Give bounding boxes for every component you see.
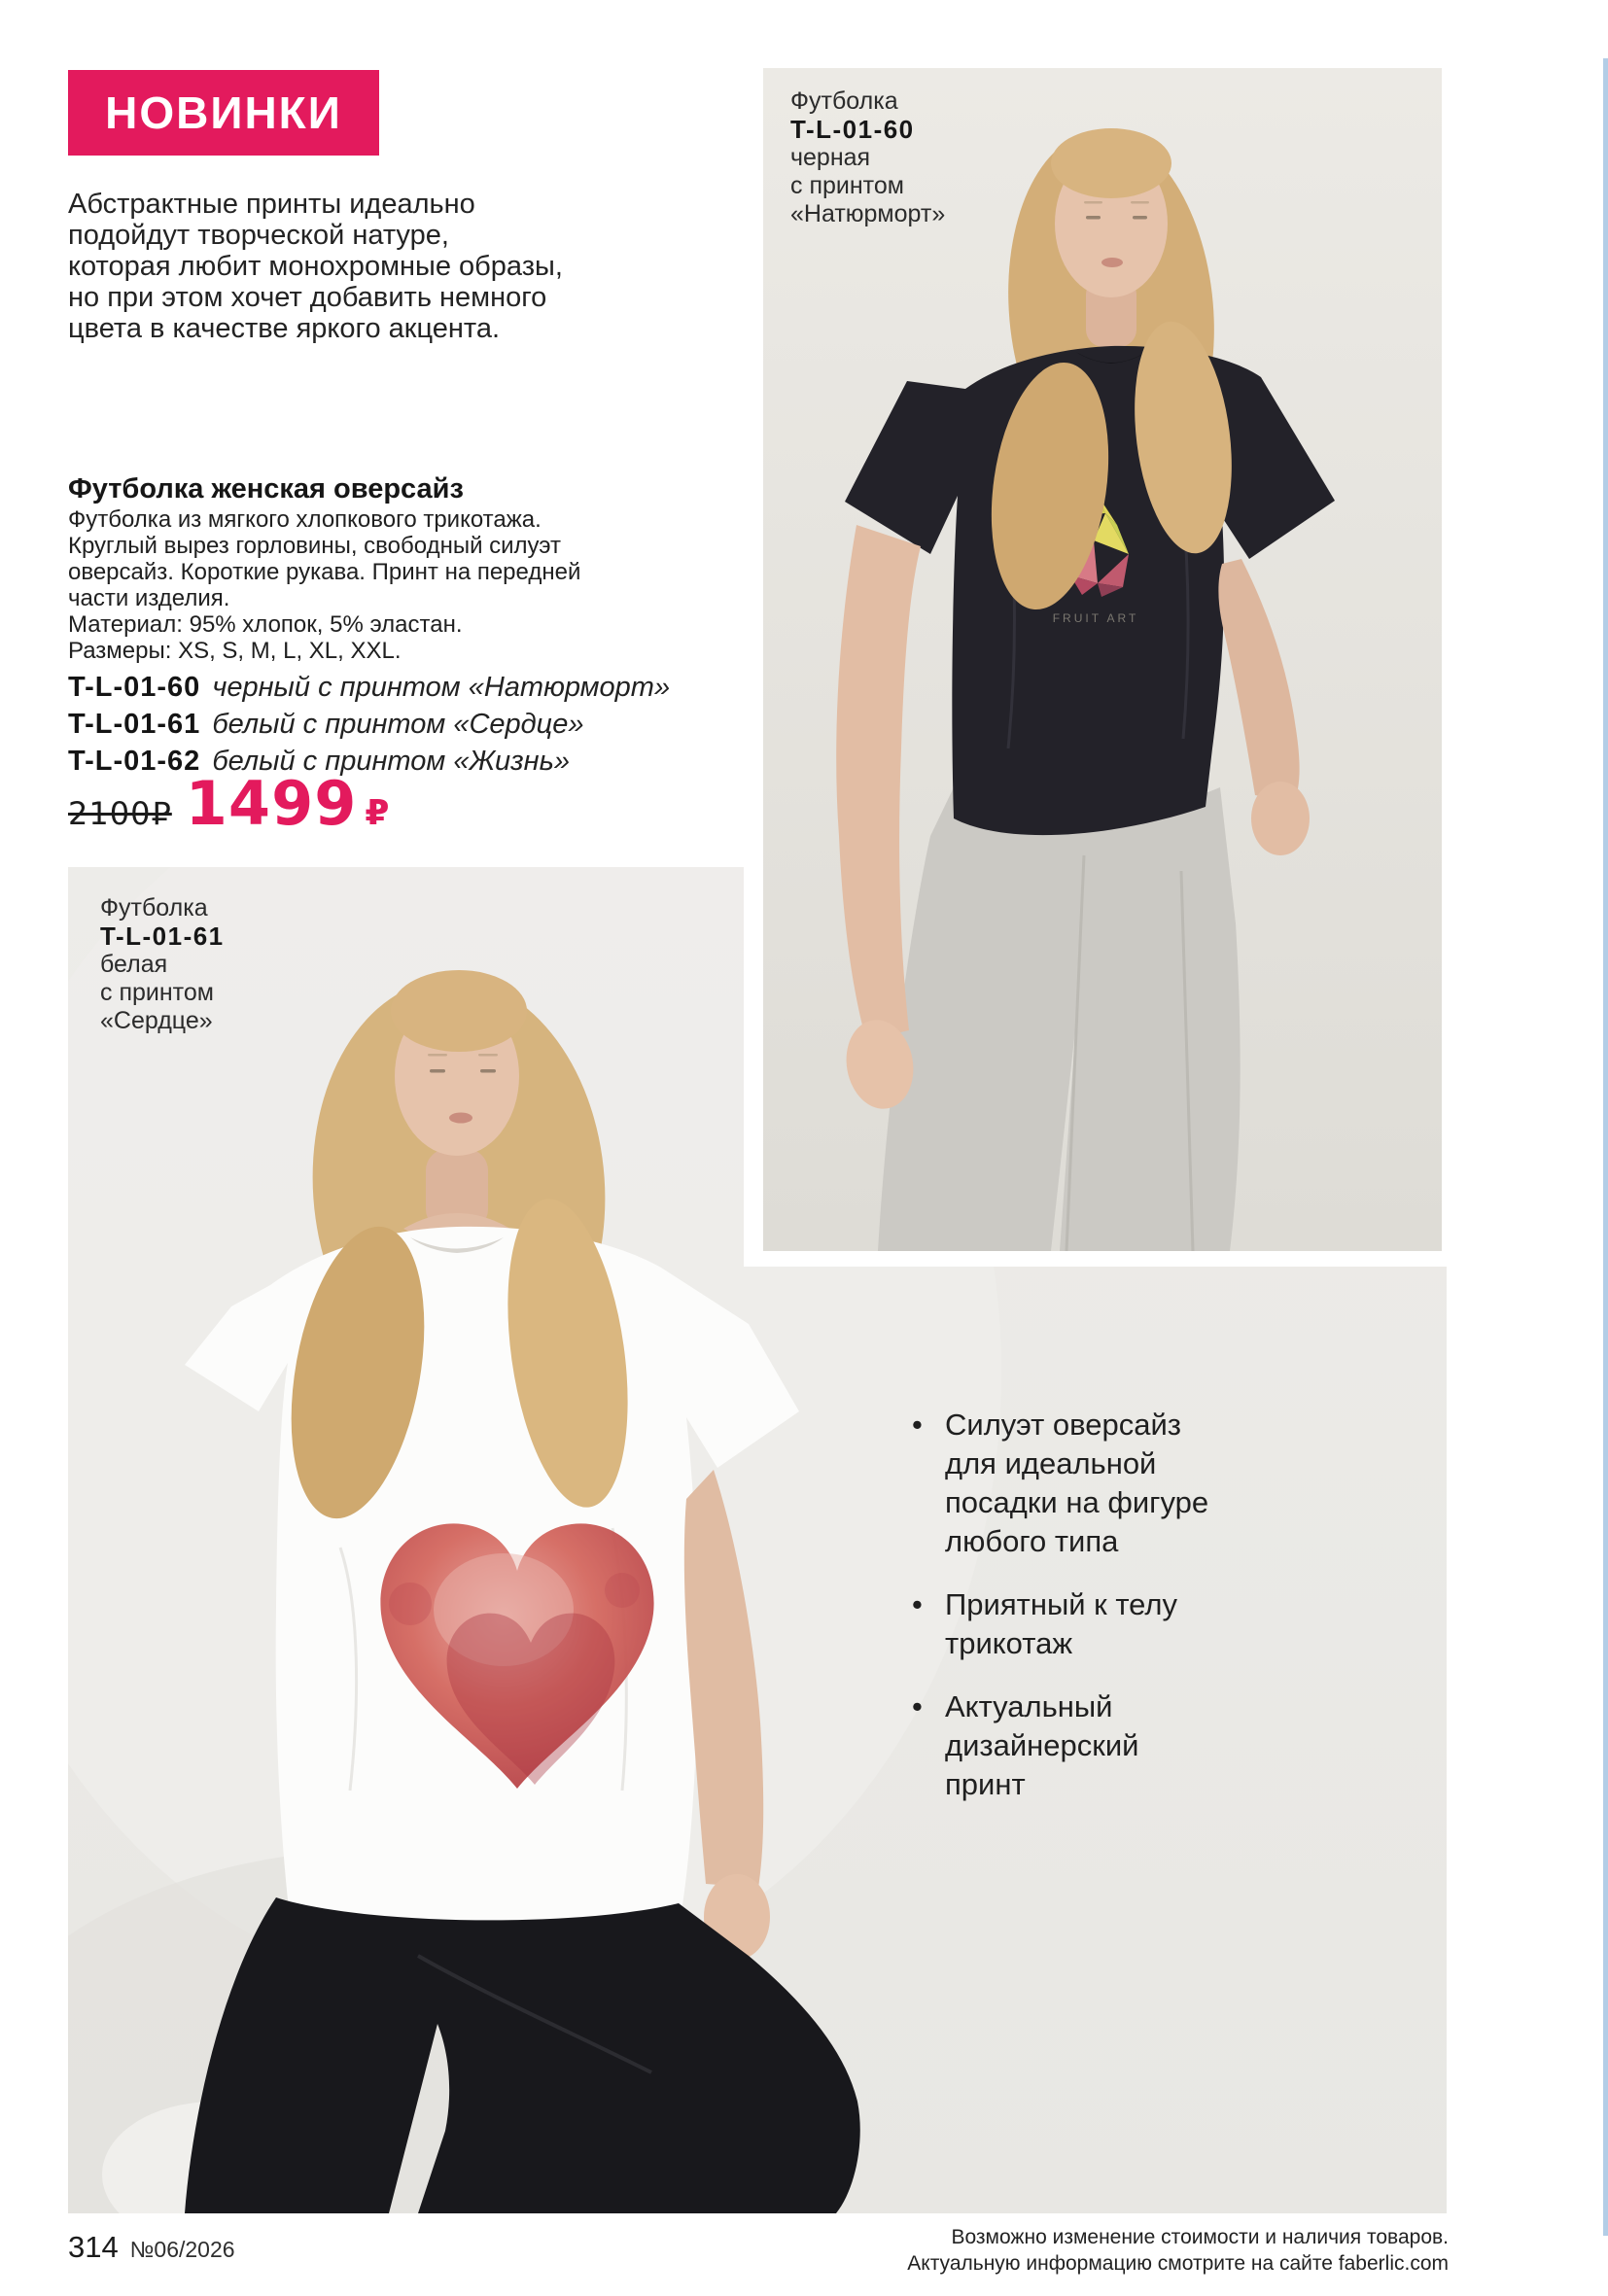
label-line: Футболка xyxy=(790,87,898,115)
model-face xyxy=(1051,128,1171,297)
print-caption: FRUIT ART xyxy=(1052,611,1139,625)
description-line: Круглый вырез горловины, свободный силуэт xyxy=(68,533,561,559)
variant-list xyxy=(68,669,670,780)
intro-paragraph xyxy=(68,189,563,344)
feature-line: Силуэт оверсайз xyxy=(945,1408,1182,1442)
feature-line: принт xyxy=(945,1767,1026,1801)
label-line: белая xyxy=(100,951,168,978)
intro-line: цвета в качестве яркого акцента. xyxy=(68,313,501,344)
feature-item xyxy=(912,1687,1330,1804)
feature-line: дизайнерский xyxy=(945,1728,1139,1762)
variant-row xyxy=(68,706,670,743)
product-title: Футболка женская оверсайз xyxy=(68,473,464,504)
footer-disclaimer xyxy=(907,2224,1449,2277)
intro-line: Абстрактные принты идеально xyxy=(68,189,475,220)
intro-line: которая любит монохромные образы, xyxy=(68,251,563,282)
intro-line: но при этом хочет добавить немного xyxy=(68,282,547,313)
variant-row xyxy=(68,669,670,706)
old-price: 2100₽ xyxy=(68,795,172,832)
price-block xyxy=(68,768,390,839)
variant-sku: T-L-01-61 xyxy=(68,709,201,740)
feature-line: посадки на фигуре xyxy=(945,1485,1209,1519)
photo-label-white-tee xyxy=(100,894,225,1035)
description-line: оверсайз. Короткие рукава. Принт на передней xyxy=(68,559,581,585)
disclaimer-line: Актуальную информацию смотрите на сайте faberlic.com xyxy=(907,2252,1449,2275)
label-line: с принтом xyxy=(790,172,904,199)
label-line: «Натюрморт» xyxy=(790,200,946,227)
new-items-badge: НОВИНКИ xyxy=(68,70,379,156)
footer-page-info xyxy=(68,2230,235,2265)
variant-color: белый с принтом «Жизнь» xyxy=(212,746,570,777)
variant-color: белый с принтом «Сердце» xyxy=(212,709,584,740)
feature-line: Актуальный xyxy=(945,1689,1113,1723)
bullet-dot xyxy=(912,1585,945,1663)
disclaimer-line: Возможно изменение стоимости и наличия товаров. xyxy=(951,2226,1449,2248)
page-number: 314 xyxy=(68,2230,119,2264)
material-line: Материал: 95% хлопок, 5% эластан. xyxy=(68,611,463,638)
bullet-dot xyxy=(912,1687,945,1804)
feature-item xyxy=(912,1406,1330,1561)
sizes-line: Размеры: XS, S, M, L, XL, XXL. xyxy=(68,638,402,664)
feature-line: любого типа xyxy=(945,1524,1119,1558)
variant-sku: T-L-01-60 xyxy=(68,672,201,703)
photo-label-black-tee xyxy=(790,87,945,228)
label-sku: T-L-01-60 xyxy=(790,115,915,144)
label-line: Футболка xyxy=(100,894,208,922)
description-line: части изделия. xyxy=(68,585,230,611)
product-description xyxy=(68,506,580,664)
feature-line: трикотаж xyxy=(945,1626,1073,1660)
variant-color: черный с принтом «Натюрморт» xyxy=(212,672,671,703)
intro-line: подойдут творческой натуре, xyxy=(68,220,449,251)
bullet-dot xyxy=(912,1406,945,1561)
feature-item xyxy=(912,1585,1330,1663)
current-price: 1499 xyxy=(185,768,358,839)
feature-list xyxy=(912,1406,1330,1828)
variant-sku: T-L-01-62 xyxy=(68,746,201,777)
label-sku: T-L-01-61 xyxy=(100,922,225,951)
label-line: с принтом xyxy=(100,979,214,1006)
label-line: черная xyxy=(790,144,871,171)
black-tshirt-model-illustration xyxy=(763,68,1442,1251)
label-line: «Сердце» xyxy=(100,1007,213,1034)
feature-line: для идеальной xyxy=(945,1446,1157,1480)
description-line: Футболка из мягкого хлопкового трикотажа. xyxy=(68,506,542,533)
photo-frame xyxy=(744,68,1447,1267)
feature-line: Приятный к телу xyxy=(945,1587,1177,1621)
currency-sign: ₽ xyxy=(365,793,390,833)
catalog-issue: №06/2026 xyxy=(129,2237,235,2262)
photo-black-tshirt-model xyxy=(763,68,1442,1251)
page-edge-strip xyxy=(1603,58,1608,2236)
